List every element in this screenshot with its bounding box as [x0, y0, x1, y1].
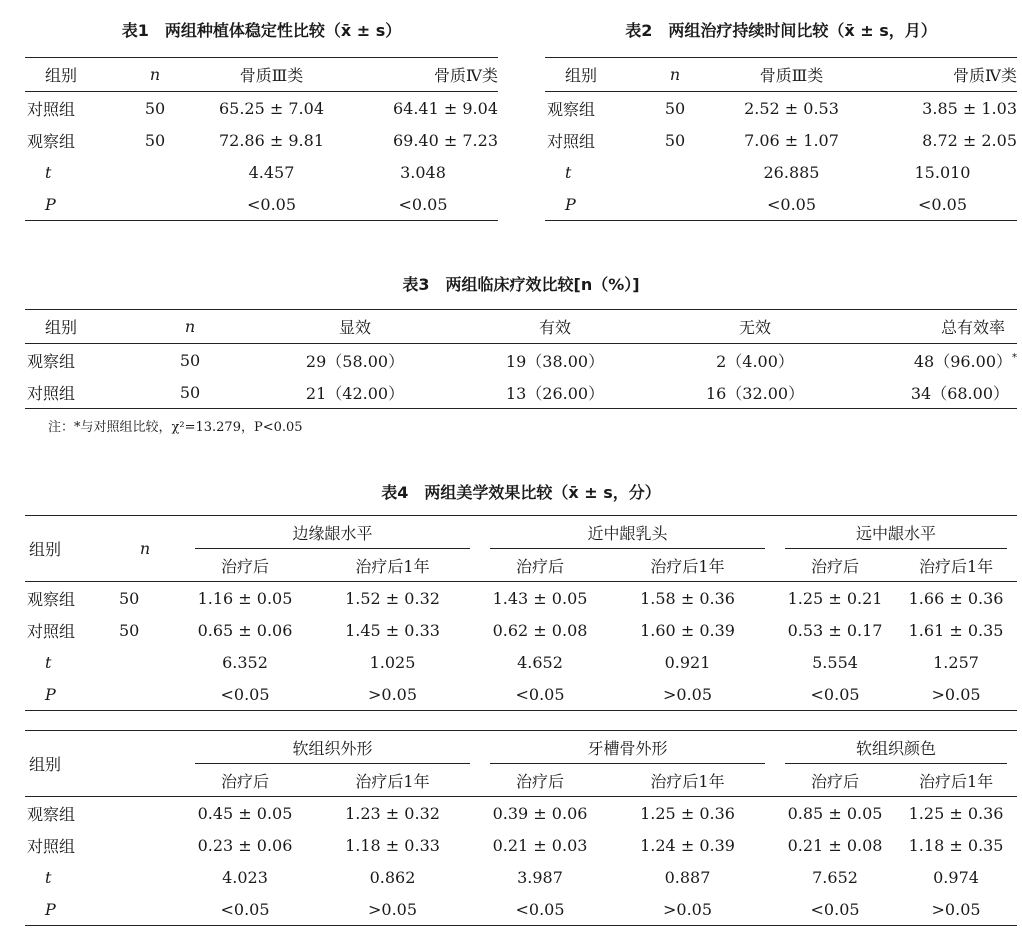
table-cell: 50: [664, 130, 686, 150]
subheader-cell: 治疗后: [480, 549, 600, 582]
table-cell: 13（26.00）: [455, 376, 655, 409]
table-cell: 观察组: [27, 589, 76, 609]
table-cell: 4.023: [222, 867, 268, 887]
table-cell: 50: [119, 620, 140, 640]
table-cell: 7.652: [812, 867, 858, 887]
table-cell: 29（58.00）: [305, 351, 405, 371]
header-cell: 组别: [25, 58, 115, 92]
table-cell: P: [25, 188, 115, 221]
table-cell: 1.025: [369, 652, 416, 672]
table-cell: 0.65 ± 0.06: [197, 620, 293, 640]
table-cell: 1.25 ± 0.21: [787, 588, 883, 608]
subheader-cell: 治疗后1年: [305, 764, 480, 797]
table-cell: <0.05: [480, 893, 600, 926]
table-cell: 对照组: [25, 376, 125, 409]
table-cell: 1.58 ± 0.36: [640, 588, 735, 608]
header-cell: 总有效率: [855, 310, 1017, 344]
table-row: [25, 344, 1017, 377]
table-cell: 15.010: [914, 162, 971, 182]
table-cell: 1.25 ± 0.36: [908, 803, 1004, 823]
table-cell: 1.18 ± 0.35: [908, 835, 1004, 855]
table-cell: 64.41 ± 9.04: [392, 98, 498, 118]
table-cell: 观察组: [547, 99, 596, 119]
table-cell: 0.862: [369, 867, 416, 887]
table-cell: 69.40 ± 7.23: [392, 130, 498, 150]
table1-header-row: [25, 58, 498, 92]
subheader-cell: 治疗后1年: [895, 549, 1017, 582]
table-cell: 对照组: [27, 621, 76, 641]
table2: [545, 57, 1017, 221]
table-cell: <0.05: [480, 678, 600, 711]
table-row: [25, 829, 1017, 861]
header-cell: n: [105, 516, 185, 582]
table-row: [25, 893, 1017, 926]
table-row: [25, 376, 1017, 409]
subheader-cell: 治疗后1年: [305, 549, 480, 582]
table-row: [25, 156, 498, 188]
group-header: 牙槽骨外形: [480, 731, 775, 765]
table-cell: 0.45 ± 0.05: [197, 803, 293, 823]
header-cell: 组别: [545, 58, 635, 92]
table-cell: <0.05: [868, 188, 1017, 221]
table2-caption: 表2 两组治疗持续时间比较（x̄ ± s，月）: [625, 21, 937, 40]
header-cell: 组别: [25, 310, 125, 344]
table-row: [545, 188, 1017, 221]
table-cell: <0.05: [715, 188, 868, 221]
table-cell: [115, 188, 195, 221]
header-cell: n: [125, 310, 255, 344]
table-cell: 50: [179, 350, 201, 370]
table-cell: [635, 156, 715, 188]
table-cell: >0.05: [600, 678, 775, 711]
table-cell: t: [45, 652, 52, 672]
header-cell: n: [115, 58, 195, 92]
table-cell: 2（4.00）: [716, 351, 794, 371]
table4-caption: 表4 两组美学效果比较（x̄ ± s，分）: [381, 483, 661, 502]
table-row: [25, 614, 1017, 646]
table-cell: t: [45, 867, 52, 887]
table-cell: >0.05: [305, 678, 480, 711]
subheader-cell: 治疗后: [185, 764, 305, 797]
table-cell: 1.25 ± 0.36: [640, 803, 735, 823]
table-row: [25, 678, 1017, 711]
table-cell: <0.05: [185, 893, 305, 926]
table-cell: 6.352: [222, 652, 268, 672]
table-row: [545, 92, 1017, 125]
table-cell: 4.457: [248, 162, 295, 182]
table-cell: >0.05: [895, 678, 1017, 711]
table-cell: 0.921: [664, 652, 711, 672]
table-cell: 0.85 ± 0.05: [787, 803, 883, 823]
table-cell: 72.86 ± 9.81: [218, 130, 324, 150]
subheader-cell: 治疗后1年: [600, 549, 775, 582]
subheader-cell: 治疗后: [775, 764, 895, 797]
table-cell: <0.05: [348, 188, 498, 221]
table-cell: >0.05: [895, 893, 1017, 926]
table-cell: >0.05: [600, 893, 775, 926]
subheader-cell: 治疗后: [185, 549, 305, 582]
header-cell: n: [635, 58, 715, 92]
header-cell: 组别: [25, 516, 105, 582]
table4-part1: [25, 515, 1017, 711]
table4-part2-header-row: [25, 731, 1017, 765]
table-cell: [105, 678, 185, 711]
cell-value: 48（96.00）: [913, 351, 1012, 371]
header-cell: 显效: [255, 310, 455, 344]
table-cell: t: [45, 162, 52, 182]
table-cell: 3.048: [400, 162, 446, 182]
table3: [25, 309, 1017, 409]
table-row: [545, 124, 1017, 156]
table-cell: 观察组: [27, 804, 76, 824]
table-cell: P: [25, 893, 185, 926]
table-cell: 0.39 ± 0.06: [492, 803, 588, 823]
table-cell: <0.05: [185, 678, 305, 711]
table-cell: 1.66 ± 0.36: [908, 588, 1004, 608]
header-cell: 组别: [25, 731, 185, 797]
header-cell: 无效: [655, 310, 855, 344]
table-cell: 2.52 ± 0.53: [744, 98, 839, 118]
table-cell: 4.652: [517, 652, 563, 672]
table-row: [25, 646, 1017, 678]
table3-note: 注：*与对照组比较，χ²=13.279，P<0.05: [48, 420, 303, 435]
table-cell: 0.53 ± 0.17: [787, 620, 883, 640]
table-cell: 16（32.00）: [655, 376, 855, 409]
group-header: 近中龈乳头: [480, 516, 775, 550]
table-cell: 50: [664, 98, 686, 118]
subheader-cell: 治疗后: [480, 764, 600, 797]
table-row: [25, 797, 1017, 830]
table-cell: P: [25, 678, 105, 711]
group-header: 软组织颜色: [775, 731, 1017, 765]
table-cell: [115, 156, 195, 188]
group-header: 边缘龈水平: [185, 516, 480, 550]
table-cell: 1.61 ± 0.35: [908, 620, 1004, 640]
group-header: 远中龈水平: [775, 516, 1017, 550]
table-cell: 3.987: [517, 867, 563, 887]
table-cell: 50: [144, 130, 166, 150]
table-cell: 1.60 ± 0.39: [640, 620, 735, 640]
table-cell: [855, 344, 1017, 377]
table-cell: 21（42.00）: [255, 376, 455, 409]
table-cell: 5.554: [812, 652, 858, 672]
table-cell: >0.05: [305, 893, 480, 926]
subheader-cell: 治疗后: [775, 549, 895, 582]
table-cell: [635, 188, 715, 221]
table-cell: 65.25 ± 7.04: [218, 98, 324, 118]
table1-caption: 表1 两组种植体稳定性比较（x̄ ± s）: [121, 21, 402, 40]
table-cell: 0.974: [933, 867, 979, 887]
table-cell: 0.23 ± 0.06: [197, 835, 293, 855]
table-cell: 1.16 ± 0.05: [197, 588, 293, 608]
table-row: [25, 124, 498, 156]
table-cell: 0.62 ± 0.08: [492, 620, 588, 640]
table-cell: 1.24 ± 0.39: [640, 835, 735, 855]
table-cell: 1.257: [933, 652, 979, 672]
table-cell: 50: [119, 588, 140, 608]
table-cell: 34（68.00）: [855, 376, 1017, 409]
header-cell: 骨质Ⅲ类: [195, 58, 348, 92]
table1: [25, 57, 498, 221]
table-cell: 3.85 ± 1.03: [922, 98, 1017, 118]
table-cell: 0.887: [664, 867, 711, 887]
table-cell: 对照组: [27, 836, 76, 856]
table3-header-row: [25, 310, 1017, 344]
table-cell: 对照组: [547, 131, 596, 151]
table-cell: 0.21 ± 0.03: [492, 835, 588, 855]
table-cell: 50: [125, 376, 255, 409]
table-cell: 1.43 ± 0.05: [492, 588, 588, 608]
table-cell: 对照组: [27, 99, 76, 119]
subheader-cell: 治疗后1年: [895, 764, 1017, 797]
table3-caption: 表3 两组临床疗效比较[n（%）]: [402, 275, 640, 294]
table-cell: <0.05: [775, 893, 895, 926]
table-cell: P: [545, 188, 635, 221]
table-cell: <0.05: [775, 678, 895, 711]
table-cell: 1.18 ± 0.33: [345, 835, 440, 855]
table-row: [25, 188, 498, 221]
table-cell: 19（38.00）: [505, 351, 605, 371]
significance-mark: *: [1012, 352, 1017, 364]
header-cell: 骨质Ⅳ类: [348, 58, 498, 92]
group-header: 软组织外形: [185, 731, 480, 765]
table-row: [545, 156, 1017, 188]
table-cell: t: [565, 162, 572, 182]
table-cell: 7.06 ± 1.07: [744, 130, 839, 150]
table4-part2: [25, 730, 1017, 926]
table-row: [25, 861, 1017, 893]
table-cell: <0.05: [195, 188, 348, 221]
table-cell: 1.52 ± 0.32: [345, 588, 440, 608]
table-cell: 0.21 ± 0.08: [787, 835, 883, 855]
table-cell: 观察组: [27, 131, 76, 151]
subheader-cell: 治疗后1年: [600, 764, 775, 797]
table4-header-row: [25, 516, 1017, 550]
header-cell: 骨质Ⅲ类: [715, 58, 868, 92]
header-cell: 有效: [455, 310, 655, 344]
table2-header-row: [545, 58, 1017, 92]
table-cell: [105, 646, 185, 678]
table-cell: 观察组: [27, 351, 76, 371]
table-cell: 1.23 ± 0.32: [345, 803, 440, 823]
table-cell: 8.72 ± 2.05: [922, 130, 1017, 150]
table-row: [25, 92, 498, 125]
table-cell: 1.45 ± 0.33: [345, 620, 440, 640]
table-cell: 50: [144, 98, 166, 118]
header-cell: 骨质Ⅳ类: [868, 58, 1017, 92]
table-row: [25, 582, 1017, 615]
table-cell: 26.885: [763, 162, 820, 182]
